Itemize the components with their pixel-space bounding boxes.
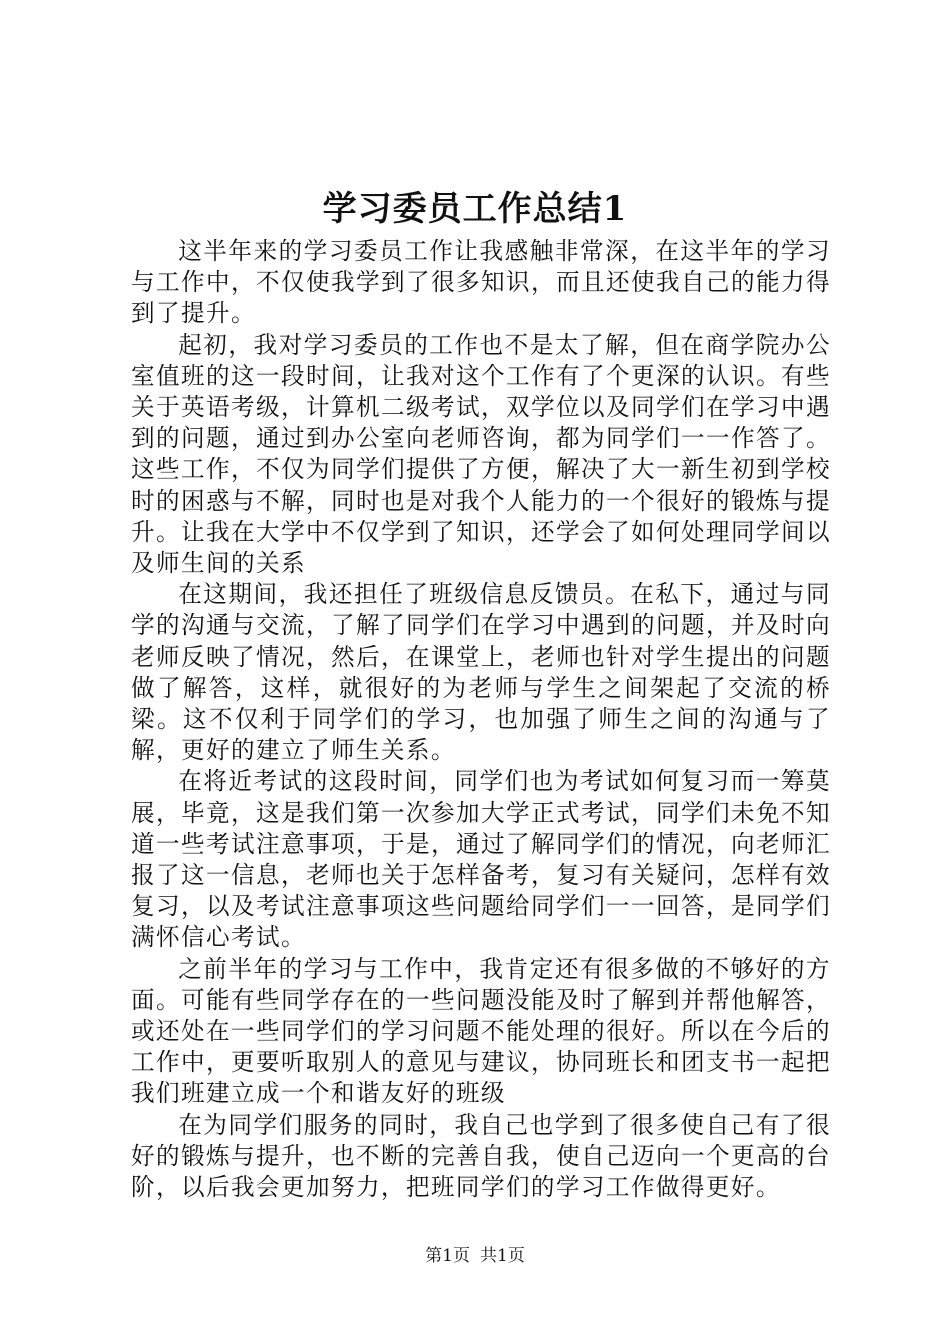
document-title: 学习委员工作总结1 bbox=[322, 189, 628, 229]
paragraph-4: 在将近考试的这段时间，同学们也为考试如何复习而一筹莫展，毕竟，这是我们第一次参加大学正式考试，同学们未免不知道一些考试注意事项，于是，通过了解同学们的情况，向老师汇报了这一信息，老师也关于怎样备考，复习有关疑问，怎样有效复习，以及考试注意事项这些问题给同学们一一回答，是同学们满怀信心考试。 bbox=[131, 767, 831, 952]
document-body bbox=[131, 236, 831, 1203]
page-total: 共1页 bbox=[480, 1246, 525, 1266]
paragraph-3: 在这期间，我还担任了班级信息反馈员。在私下，通过与同学的沟通与交流，了解了同学们在学习中遇到的问题，并及时向老师反映了情况，然后，在课堂上，老师也针对学生提出的问题做了解答，这样，就很好的为老师与学生之间架起了交流的桥梁。这不仅利于同学们的学习，也加强了师生之间的沟通与了解，更好的建立了师生关系。 bbox=[131, 580, 831, 765]
paragraph-6: 在为同学们服务的同时，我自己也学到了很多使自己有了很好的锻炼与提升，也不断的完善自我，使自己迈向一个更高的台阶，以后我会更加努力，把班同学们的学习工作做得更好。 bbox=[131, 1110, 831, 1202]
paragraph-1: 这半年来的学习委员工作让我感触非常深，在这半年的学习与工作中，不仅使我学到了很多知识，而且还使我自己的能力得到了提升。 bbox=[131, 237, 831, 328]
page-footer bbox=[0, 1244, 950, 1268]
paragraph-5: 之前半年的学习与工作中，我肯定还有很多做的不够好的方面。可能有些同学存在的一些问题没能及时了解到并帮他解答，或还处在一些同学们的学习问题不能处理的很好。所以在今后的工作中，更要听取别人的意见与建议，协同班长和团支书一起把我们班建立成一个和谐友好的班级 bbox=[131, 954, 831, 1108]
paragraph-2: 起初，我对学习委员的工作也不是太了解，但在商学院办公室值班的这一段时间，让我对这个工作有了个更深的认识。有些关于英语考级，计算机二级考试，双学位以及同学们在学习中遇到的问题，通过到办公室向老师咨询，都为同学们一一作答了。这些工作，不仅为同学们提供了方便，解决了大一新生初到学校时的困惑与不解，同时也是对我个人能力的一个很好的锻炼与提升。让我在大学中不仅学到了知识，还学会了如何处理同学间以及师生间的关系 bbox=[131, 330, 831, 578]
page-number: 第1页 bbox=[425, 1246, 470, 1266]
